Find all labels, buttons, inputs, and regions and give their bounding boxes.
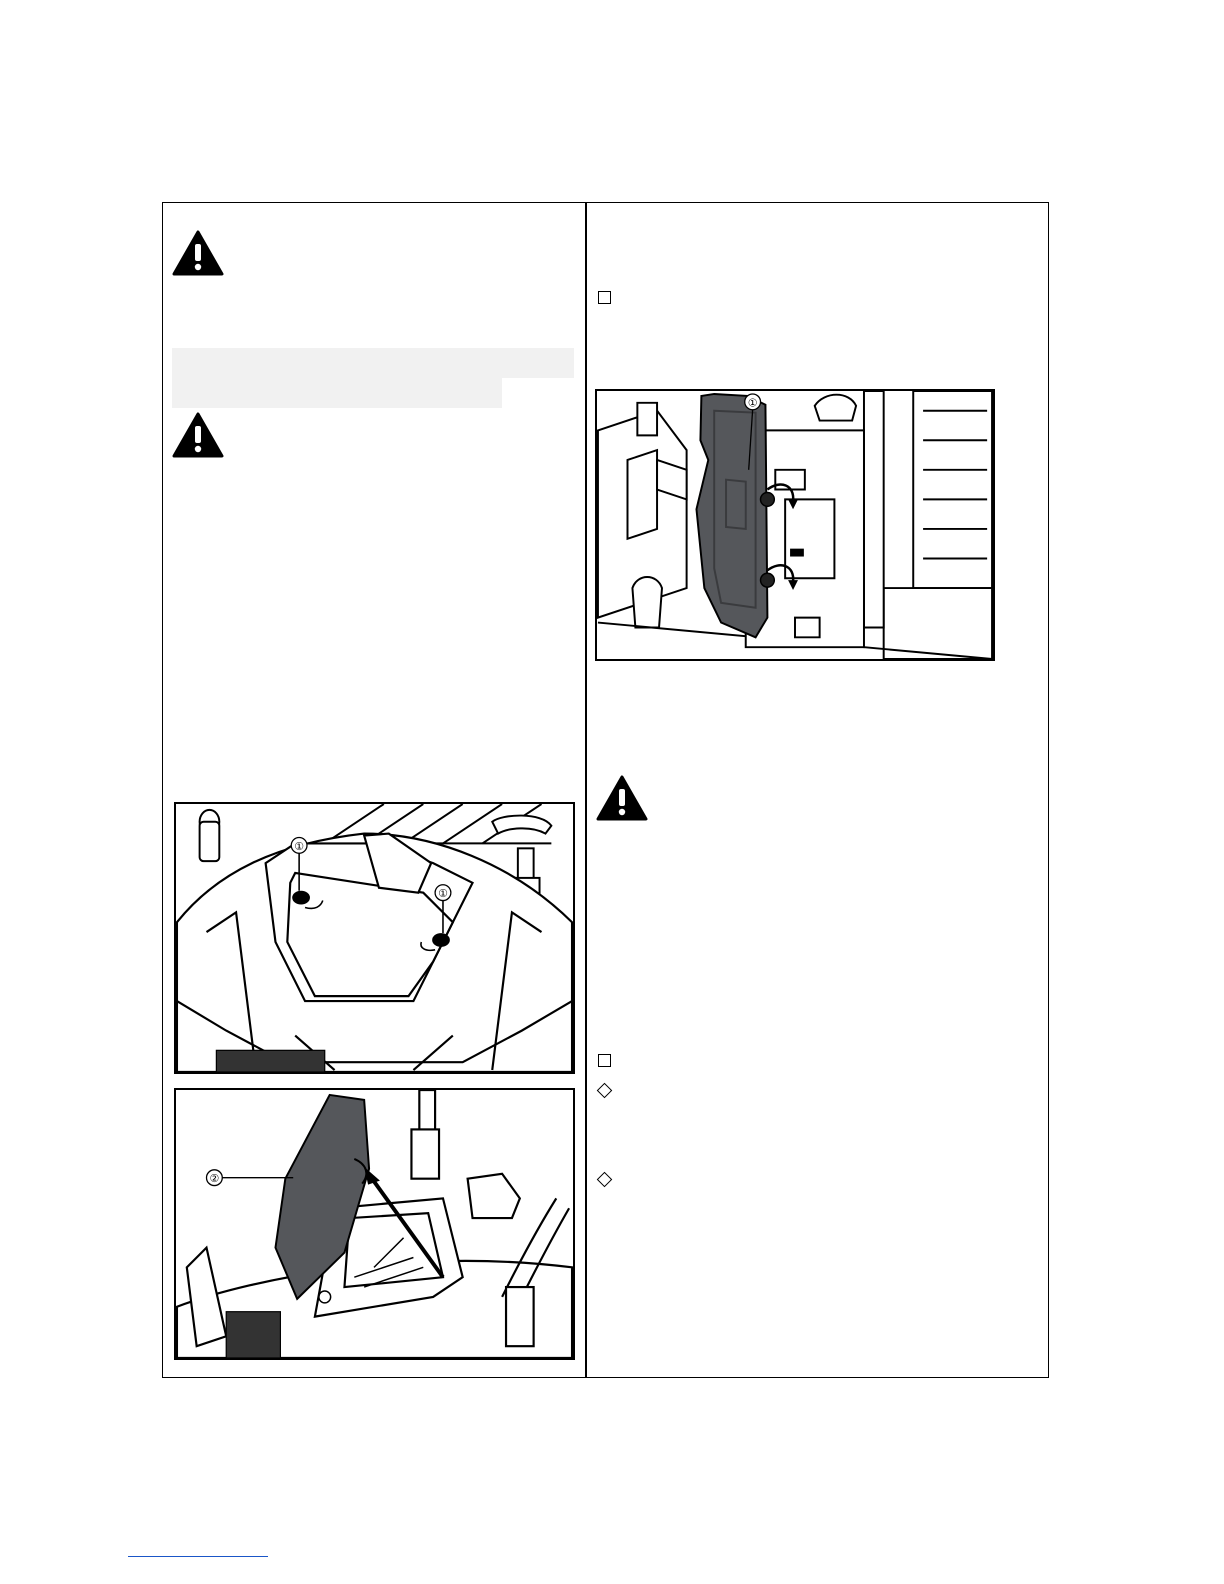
warning-icon: [172, 412, 224, 458]
callout-2: ②: [209, 1172, 220, 1186]
hood-fastener-illustration: [174, 802, 575, 1074]
warning-icon: [596, 775, 648, 821]
hood-removal-illustration: [174, 1088, 575, 1360]
side-panel-illustration: [595, 389, 995, 661]
warning-icon: [172, 230, 224, 276]
callout-1: ①: [747, 396, 758, 410]
footnote-rule: [128, 1556, 268, 1557]
column-divider: [585, 202, 587, 1378]
checkbox-icon: [598, 291, 611, 304]
shaded-note-band: [172, 378, 502, 408]
shaded-note-band: [172, 348, 574, 378]
checkbox-icon: [598, 1054, 611, 1067]
callout-1: ①: [294, 839, 304, 853]
callout-1: ①: [438, 887, 448, 901]
